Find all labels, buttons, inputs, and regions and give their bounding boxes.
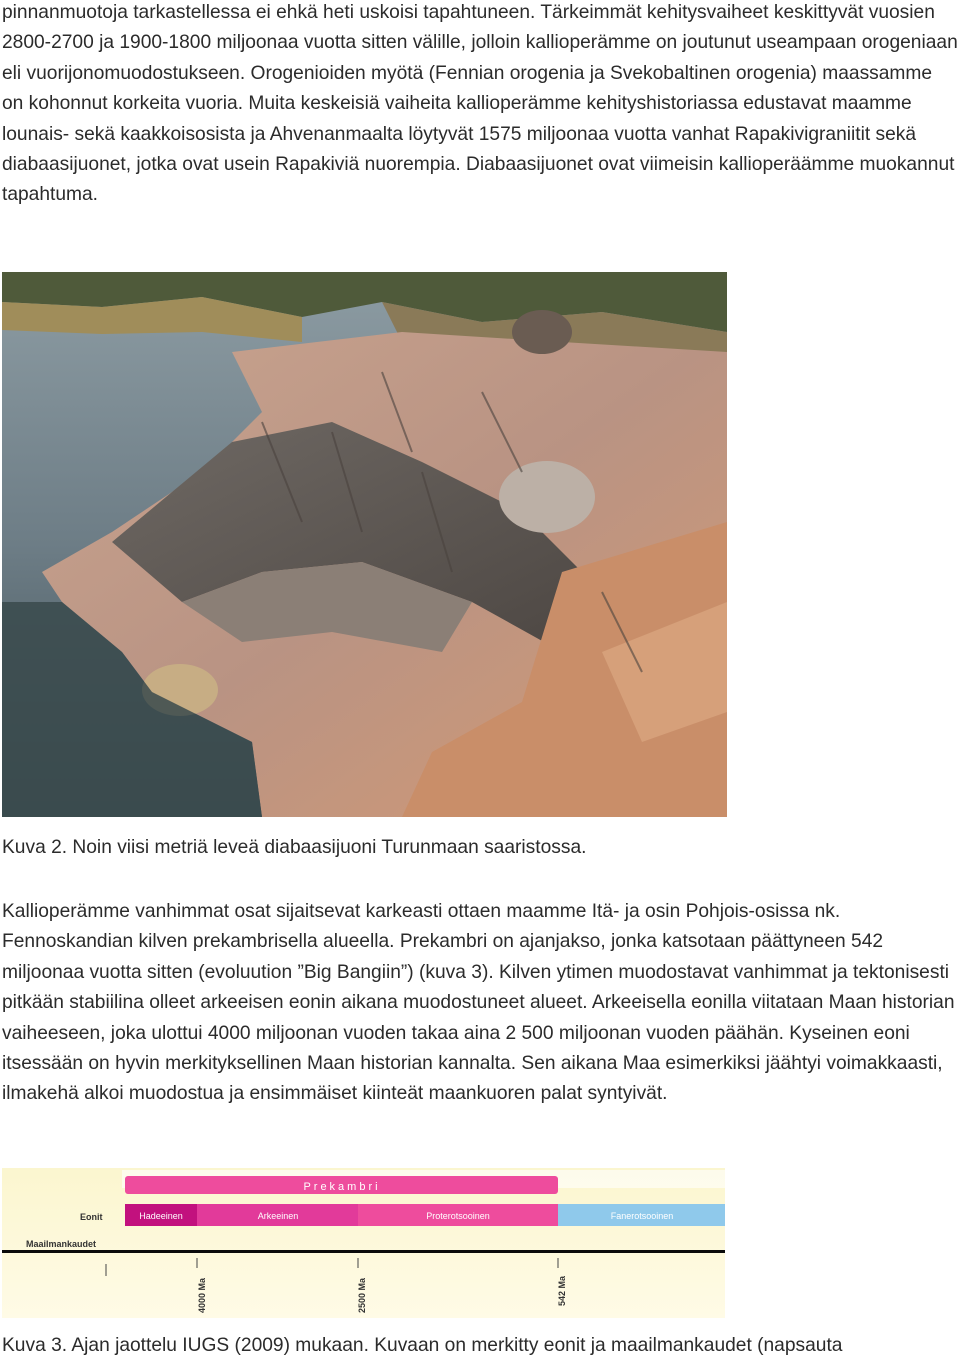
tick-label-4000: 4000 Ma [197, 1277, 207, 1313]
eon-arkeeinen-label: Arkeeinen [257, 1211, 299, 1221]
tick-label-542: 542 Ma [557, 1275, 567, 1306]
figure-2-caption: Kuva 2. Noin viisi metriä leveä diabaasijuoni Turunmaan saaristossa. [2, 837, 587, 858]
geologic-timeline-figure [2, 1168, 725, 1318]
eon-proterotsooinen-label: Proterotsooinen [426, 1211, 490, 1221]
paragraph-intro: pinnanmuotoja tarkastellessa ei ehkä heti uskoisi tapahtuneen. Tärkeimmät kehitysvaiheet keskittyvät vuosien 2800-2700 ja 1900-1800 miljoonaa vuotta sitten välille, jolloin kallioperämme on joutunut useampaan orogeniaan eli vuorijonomuodostukseen. Orogenioiden myötä (Fennian orogenia ja Svekobaltinen orogenia) maassamme on kohonnut korkeita vuoria. Muita keskeisiä vaiheita kallioperämme kehityshistoriassa edustavat maamme lounais- sekä kaakkoisosista ja Ahvenanmaalta löytyvät 1575 miljoonaa vuotta vanhat Rapakivigraniitit sekä diabaasijuonet, jotka ovat usein Rapakiviä nuorempia. Diabaasijuonet ovat viimeisin kallioperäämme muokannut tapahtuma. [2, 2, 958, 206]
eonit-row-label: Eonit [80, 1212, 103, 1222]
maailmankaudet-row-label: Maailmankaudet [26, 1239, 97, 1249]
paragraph-prekambri: Kallioperämme vanhimmat osat sijaitsevat karkeasti ottaen maamme Itä- ja osin Pohjois-osissa nk. Fennoskandian kilven prekambrisella alueella. Prekambri on ajanjakso, jonka katsotaan päättyneen 542 miljoonaa vuotta sitten (evoluution ”Big Bangiin”) (kuva 3). Kilven ytimen muodostavat vanhimmat ja tektonisesti pitkään stabiilina olleet arkeeisen eonin aikana muodostuneet alueet. Arkeeisella eonilla viitataan Maan historian vaiheeseen, joka ulottui 4000 miljoonan vuoden takaa aina 2 500 miljoonan vuoden päähän. Kyseinen eoni itsessään on hyvin merkityksellinen Maan historian kannalta. Sen aikana Maa esimerkiksi jäähtyi voimakkaasti, ilmakehä alkoi muodostua ja ensimmäiset kiinteät maankuoren palat syntyivät. [2, 901, 955, 1105]
eon-hadeeinen-label: Hadeeinen [139, 1211, 183, 1221]
prekambri-label: Prekambri [303, 1181, 381, 1193]
era-band [2, 1250, 725, 1253]
tick-label-2500: 2500 Ma [357, 1277, 367, 1313]
figure-3-caption: Kuva 3. Ajan jaottelu IUGS (2009) mukaan. Kuvaan on merkitty eonit ja maailmankaudet (napsauta [2, 1335, 843, 1356]
eon-fanerotsooinen-label: Fanerotsooinen [610, 1211, 674, 1221]
diabase-dike-photo [2, 272, 727, 817]
